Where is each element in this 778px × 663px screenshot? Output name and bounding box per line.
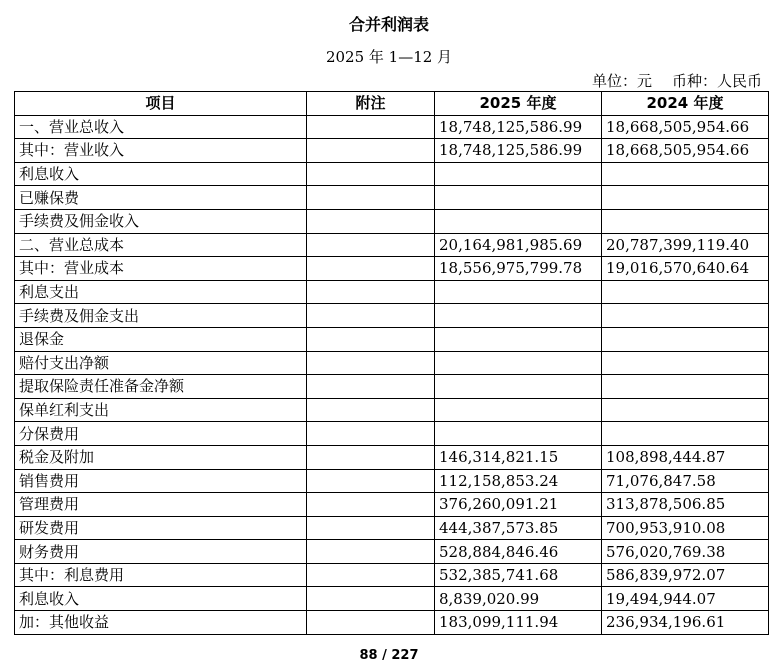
row-value-2025: 18,556,975,799.78: [435, 257, 602, 281]
row-note: [307, 327, 435, 351]
row-note: [307, 469, 435, 493]
table-row: [15, 540, 769, 564]
unit-currency-line: [588, 70, 762, 91]
row-value-2025: 18,748,125,586.99: [435, 139, 602, 163]
row-item: 提取保险责任准备金净额: [15, 375, 307, 399]
row-value-2024: 18,668,505,954.66: [602, 115, 769, 139]
row-value-2024: 19,016,570,640.64: [602, 257, 769, 281]
row-value-2025: [435, 422, 602, 446]
row-item: 二、营业总成本: [15, 233, 307, 257]
row-value-2025: 444,387,573.85: [435, 516, 602, 540]
row-note: [307, 139, 435, 163]
table-row: [15, 186, 769, 210]
row-value-2024: [602, 351, 769, 375]
row-item: 手续费及佣金收入: [15, 209, 307, 233]
row-value-2025: 146,314,821.15: [435, 445, 602, 469]
table-row: [15, 516, 769, 540]
table-row: [15, 587, 769, 611]
row-note: [307, 563, 435, 587]
row-item: 税金及附加: [15, 445, 307, 469]
row-value-2025: [435, 351, 602, 375]
row-value-2025: [435, 304, 602, 328]
row-note: [307, 209, 435, 233]
row-value-2025: 183,099,111.94: [435, 611, 602, 635]
row-value-2025: [435, 209, 602, 233]
row-value-2025: 20,164,981,985.69: [435, 233, 602, 257]
row-item: 利息收入: [15, 587, 307, 611]
row-item: 利息收入: [15, 162, 307, 186]
table-row: [15, 304, 769, 328]
row-note: [307, 398, 435, 422]
table-row: [15, 563, 769, 587]
currency-label: 币种：人民币: [671, 72, 762, 90]
row-note: [307, 186, 435, 210]
row-item: 退保金: [15, 327, 307, 351]
row-item: 销售费用: [15, 469, 307, 493]
row-value-2024: [602, 422, 769, 446]
table-row: [15, 611, 769, 635]
row-note: [307, 516, 435, 540]
row-item: 一、营业总收入: [15, 115, 307, 139]
table-row: [15, 398, 769, 422]
row-note: [307, 375, 435, 399]
row-value-2025: 8,839,020.99: [435, 587, 602, 611]
row-note: [307, 351, 435, 375]
table-row: [15, 493, 769, 517]
row-value-2024: 19,494,944.07: [602, 587, 769, 611]
row-value-2024: 700,953,910.08: [602, 516, 769, 540]
row-item: 其中：营业收入: [15, 139, 307, 163]
row-note: [307, 304, 435, 328]
unit-label: 单位：元: [591, 72, 652, 90]
row-item: 手续费及佣金支出: [15, 304, 307, 328]
row-item: 分保费用: [15, 422, 307, 446]
table-row: [15, 375, 769, 399]
table-row: [15, 257, 769, 281]
row-item: 财务费用: [15, 540, 307, 564]
row-value-2025: 532,385,741.68: [435, 563, 602, 587]
row-value-2025: [435, 186, 602, 210]
row-note: [307, 587, 435, 611]
row-note: [307, 162, 435, 186]
row-value-2024: [602, 398, 769, 422]
row-value-2024: [602, 162, 769, 186]
report-title: 合并利润表: [348, 15, 429, 34]
header-note: 附注: [307, 92, 435, 116]
header-item: 项目: [15, 92, 307, 116]
row-note: [307, 280, 435, 304]
row-note: [307, 233, 435, 257]
row-item: 赔付支出净额: [15, 351, 307, 375]
row-value-2024: [602, 304, 769, 328]
row-value-2024: 586,839,972.07: [602, 563, 769, 587]
header-2024: 2024 年度: [602, 92, 769, 116]
table-row: [15, 139, 769, 163]
row-value-2024: 71,076,847.58: [602, 469, 769, 493]
table-header-row: [15, 92, 769, 116]
income-statement-table: [14, 91, 769, 635]
row-item: 保单红利支出: [15, 398, 307, 422]
row-value-2025: 18,748,125,586.99: [435, 115, 602, 139]
row-value-2025: 112,158,853.24: [435, 469, 602, 493]
row-value-2025: [435, 280, 602, 304]
row-item: 其中：利息费用: [15, 563, 307, 587]
row-value-2024: [602, 280, 769, 304]
row-value-2025: 376,260,091.21: [435, 493, 602, 517]
row-note: [307, 257, 435, 281]
row-value-2025: [435, 375, 602, 399]
header-2025: 2025 年度: [435, 92, 602, 116]
page-number: 88 / 227: [359, 648, 419, 663]
table-row: [15, 280, 769, 304]
row-note: [307, 422, 435, 446]
row-item: 管理费用: [15, 493, 307, 517]
row-value-2024: [602, 186, 769, 210]
row-item: 其中：营业成本: [15, 257, 307, 281]
table-row: [15, 422, 769, 446]
row-value-2024: 108,898,444.87: [602, 445, 769, 469]
row-note: [307, 540, 435, 564]
row-value-2025: 528,884,846.46: [435, 540, 602, 564]
row-value-2024: 236,934,196.61: [602, 611, 769, 635]
row-value-2024: [602, 375, 769, 399]
row-note: [307, 611, 435, 635]
table-row: [15, 162, 769, 186]
table-row: [15, 209, 769, 233]
row-item: 研发费用: [15, 516, 307, 540]
row-value-2024: 18,668,505,954.66: [602, 139, 769, 163]
report-period: 2025 年 1—12 月: [325, 48, 453, 66]
row-note: [307, 115, 435, 139]
row-item: 利息支出: [15, 280, 307, 304]
table-row: [15, 469, 769, 493]
row-value-2024: 20,787,399,119.40: [602, 233, 769, 257]
row-value-2025: [435, 398, 602, 422]
row-value-2024: 313,878,506.85: [602, 493, 769, 517]
row-note: [307, 493, 435, 517]
row-value-2025: [435, 327, 602, 351]
table-row: [15, 233, 769, 257]
row-value-2024: 576,020,769.38: [602, 540, 769, 564]
row-value-2025: [435, 162, 602, 186]
table-row: [15, 115, 769, 139]
row-value-2024: [602, 209, 769, 233]
row-value-2024: [602, 327, 769, 351]
table-row: [15, 445, 769, 469]
table-row: [15, 351, 769, 375]
row-item: 加：其他收益: [15, 611, 307, 635]
table-row: [15, 327, 769, 351]
row-item: 已赚保费: [15, 186, 307, 210]
row-note: [307, 445, 435, 469]
